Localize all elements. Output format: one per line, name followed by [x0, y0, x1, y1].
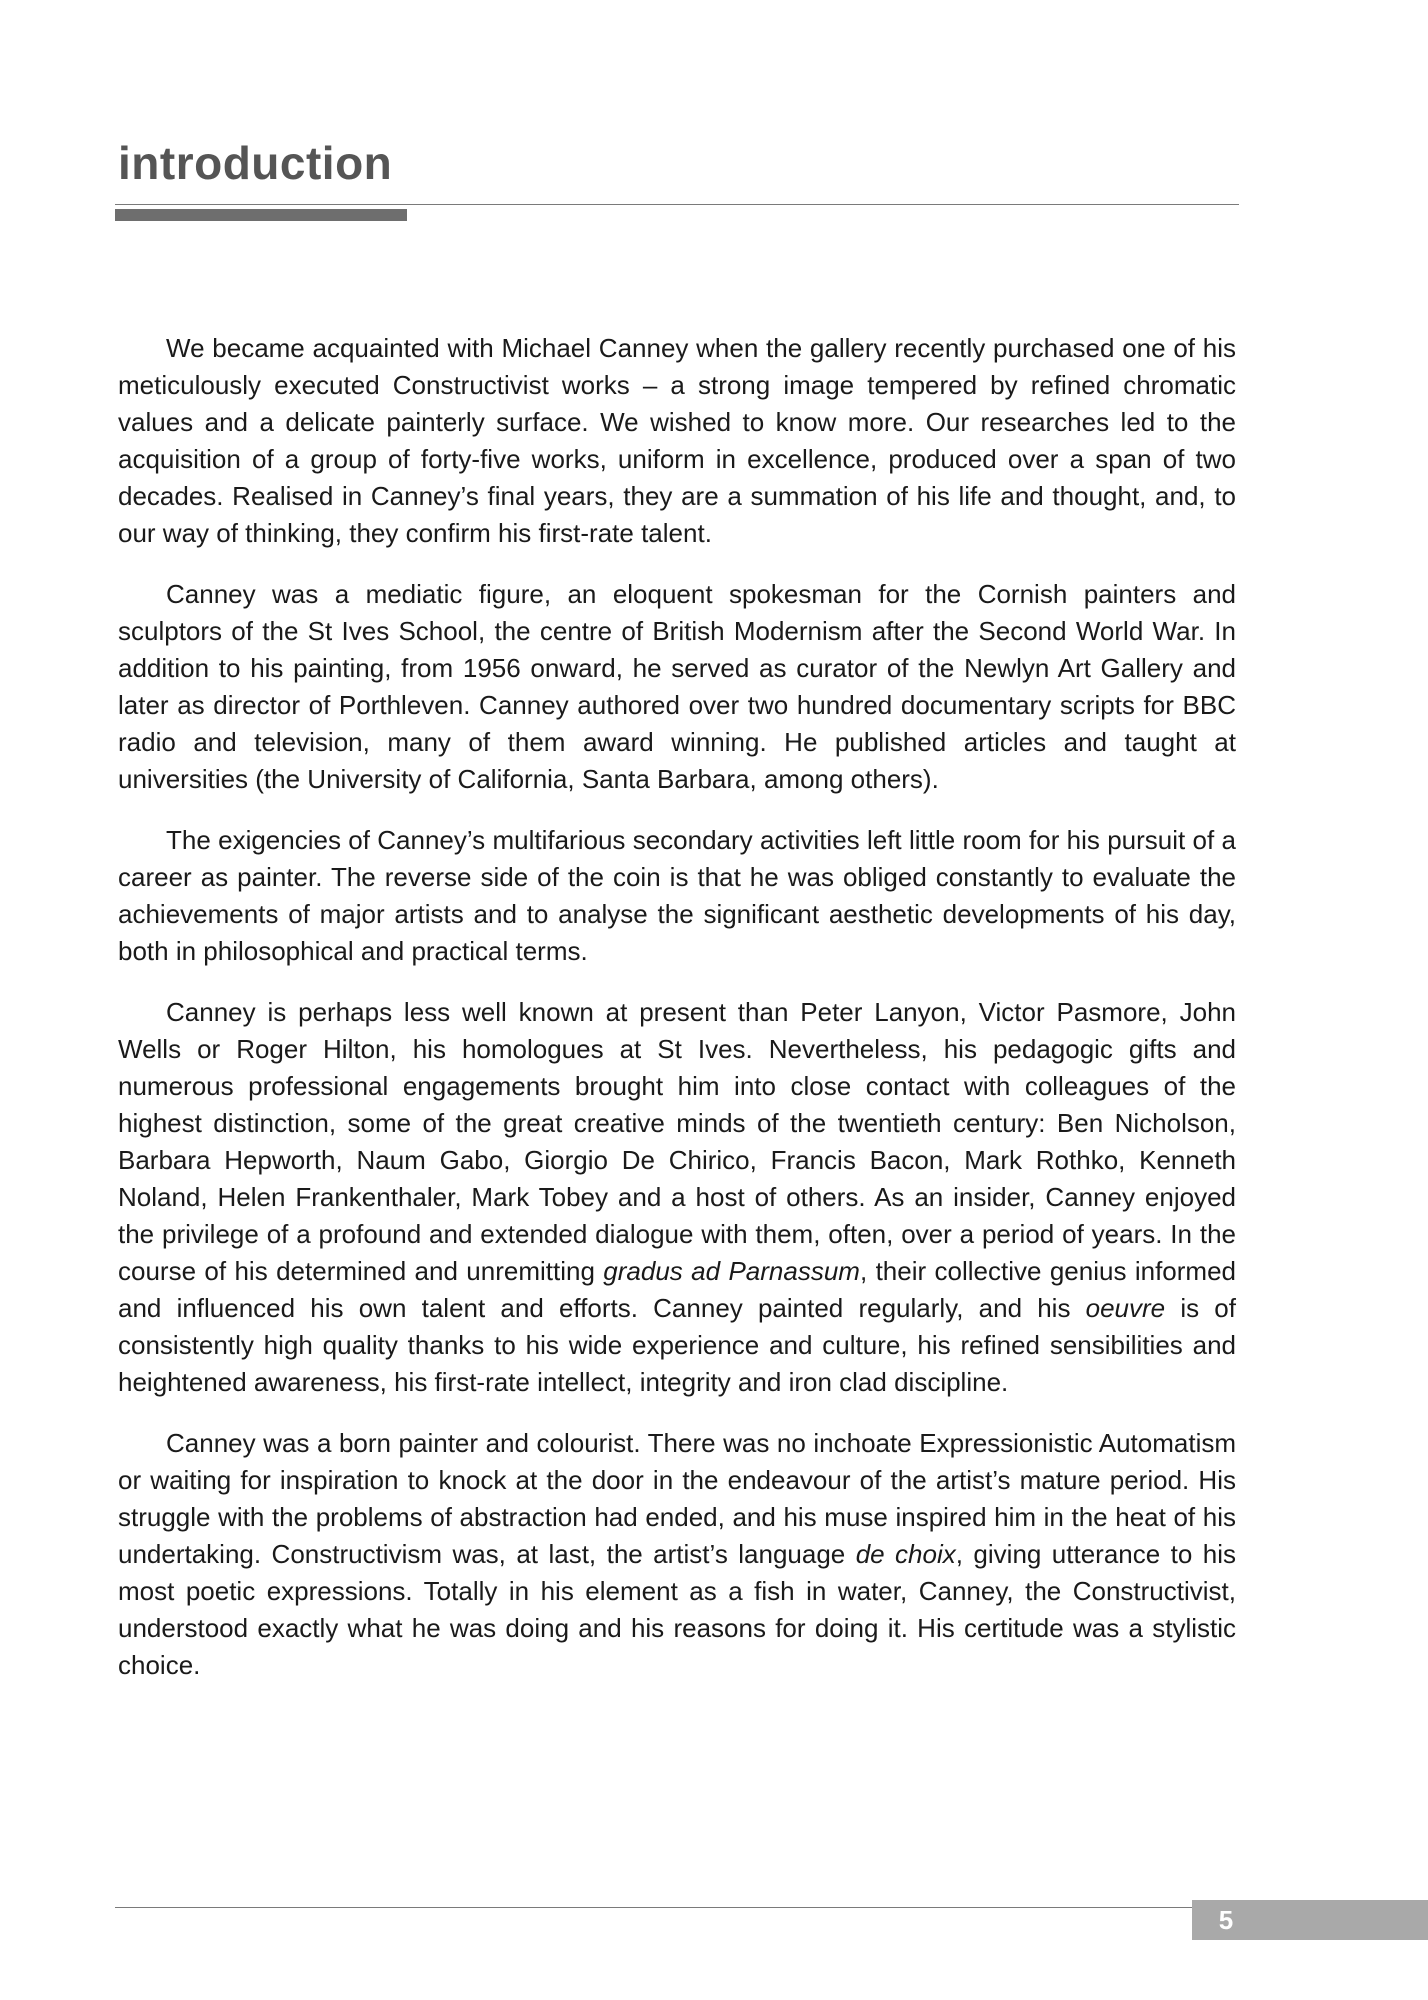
page-number: 5	[1218, 1905, 1234, 1935]
paragraph-5	[118, 1425, 1236, 1684]
header-rule	[115, 204, 1239, 205]
paragraph-4-text-a: Canney is perhaps less well known at present than Peter Lanyon, Victor Pasmore, John Wells or Roger Hilton, his homologues at St Ives. Nevertheless, his pedagogic gifts and numerous professional engagements brought him into close contact with colleagues of the highest distinction, some of the great creative minds of the twentieth century: Ben Nicholson, Barbara Hepworth, Naum Gabo, Giorgio De Chirico, Francis Bacon, Mark Rothko, Kenneth Noland, Helen Frankenthaler, Mark Tobey and a host of others. As an insider, Canney enjoyed the privilege of a profound and extended dialogue with them, often, over a period of years. In the course of his determined and unremitting	[118, 997, 1236, 1286]
paragraph-3: The exigencies of Canney’s multifarious secondary activities left little room for his pursuit of a career as painter. The reverse side of the coin is that he was obliged constantly to evaluate the achievements of major artists and to analyse the significant aesthetic developments of his day, both in philosophical and practical terms.	[118, 825, 1236, 966]
paragraph-5-text-a: Canney was a born painter and colourist. There was no inchoate Expressionistic Automatism or waiting for inspiration to knock at the door in the endeavour of the artist’s mature period. His struggle with the problems of abstraction had ended, and his muse inspired him in the heat of his undertaking. Constructivism was, at last, the artist’s language	[118, 1428, 1236, 1569]
paragraph-4	[118, 994, 1236, 1401]
paragraph-4-italic-b: oeuvre	[1085, 1293, 1166, 1323]
page-title: introduction	[118, 137, 393, 189]
paragraph-2: Canney was a mediatic figure, an eloquent spokesman for the Cornish painters and sculptors of the St Ives School, the centre of British Modernism after the Second World War. In addition to his painting, from 1956 onward, he served as curator of the Newlyn Art Gallery and later as director of Porthleven. Canney authored over two hundred documentary scripts for BBC radio and television, many of them award winning. He published articles and taught at universities (the University of California, Santa Barbara, among others).	[118, 579, 1236, 794]
paragraph-1: We became acquainted with Michael Canney when the gallery recently purchased one of his meticulously executed Constructivist works – a strong image tempered by refined chromatic values and a delicate painterly surface. We wished to know more. Our researches led to the acquisition of a group of forty-five works, uniform in excellence, produced over a span of two decades. Realised in Canney’s final years, they are a summation of his life and thought, and, to our way of thinking, they confirm his first-rate talent.	[118, 333, 1236, 548]
header-accent-bar	[115, 209, 407, 221]
paragraph-4-italic-a: gradus ad Parnassum	[603, 1256, 860, 1286]
article-body	[118, 330, 1236, 1708]
paragraph-5-text-b: , giving utterance to his most poetic expressions. Totally in his element as a fish in water, Canney, the Constructivist, understood exactly what he was doing and his reasons for doing it. His certitude was a stylistic choice.	[118, 1539, 1236, 1680]
paragraph-4-text-b: , their collective genius informed and influenced his own talent and efforts. Canney painted regularly, and his	[118, 1256, 1236, 1323]
paragraph-5-italic-a: de choix	[855, 1539, 956, 1569]
paragraph-4-text-c: is of consistently high quality thanks to his wide experience and culture, his refined sensibilities and heightened awareness, his first-rate intellect, integrity and iron clad discipline.	[118, 1293, 1236, 1397]
footer-rule	[115, 1907, 1239, 1908]
